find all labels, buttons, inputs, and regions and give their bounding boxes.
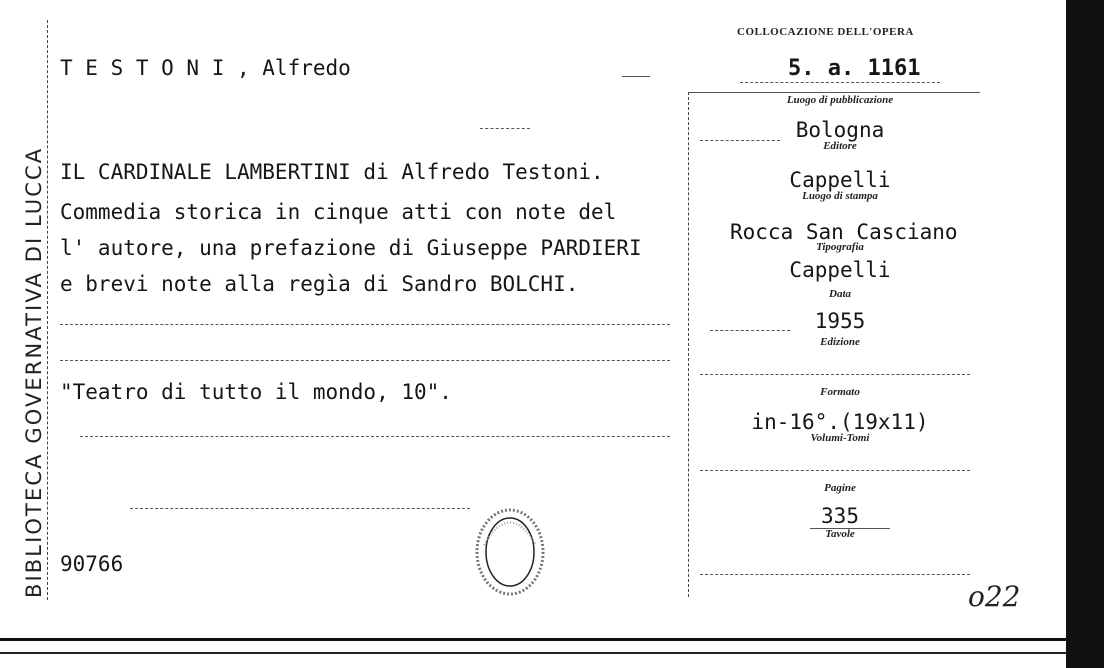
- printer-value: Cappelli: [789, 258, 891, 282]
- print-place-value: Rocca San Casciano: [730, 220, 958, 244]
- printer-label: Tipografia: [816, 241, 864, 253]
- print-place-label: Luogo di stampa: [802, 190, 878, 202]
- field-rule: [700, 140, 780, 141]
- title-line-4: e brevi note alla regìa di Sandro BOLCHI.: [60, 272, 579, 296]
- edition-label: Edizione: [820, 336, 860, 348]
- punch-hole: [470, 505, 550, 600]
- publisher-label: Editore: [823, 140, 857, 152]
- publisher-value: Cappelli: [789, 168, 891, 192]
- column-top-rule: [688, 92, 980, 93]
- title-line-3: l' autore, una prefazione di Giuseppe PARDIERI: [60, 236, 642, 260]
- field-rule: [710, 330, 790, 331]
- column-divider: [688, 92, 689, 597]
- inventory-number: 90766: [60, 552, 124, 576]
- shelfmark-rule: [740, 82, 940, 83]
- format-label: Formato: [820, 386, 860, 398]
- field-rule: [700, 470, 970, 471]
- scan-edge: [1066, 0, 1104, 668]
- pages-label: Pagine: [824, 482, 856, 494]
- handwritten-mark: o22: [968, 580, 1021, 613]
- field-rule: [700, 374, 970, 375]
- place-label: Luogo di pubblicazione: [786, 94, 894, 106]
- title-line-2: Commedia storica in cinque atti con note del: [60, 200, 617, 224]
- field-rule: [700, 574, 970, 575]
- blank-rule: [60, 360, 670, 361]
- volumes-label: Volumi-Tomi: [810, 432, 870, 444]
- date-label: Data: [829, 288, 851, 300]
- card-bottom-edge: [0, 652, 1066, 654]
- author-heading: T E S T O N I , Alfredo: [60, 56, 351, 80]
- blank-rule: [80, 436, 670, 437]
- format-value: in-16°.(19x11): [751, 410, 929, 434]
- blank-rule: [130, 508, 470, 509]
- library-stamp: BIBLIOTECA GOVERNATIVA DI LUCCA: [22, 146, 46, 598]
- card-bottom-edge: [0, 638, 1066, 641]
- plates-label: Tavole: [825, 528, 855, 540]
- shelfmark: 5. a. 1161: [788, 56, 921, 81]
- place-value: Bologna: [795, 118, 885, 142]
- date-value: 1955: [814, 309, 866, 333]
- author-rule: [622, 76, 650, 77]
- blank-rule: [60, 324, 670, 325]
- pages-value: 335: [821, 504, 859, 528]
- series-note: "Teatro di tutto il mondo, 10".: [60, 380, 452, 404]
- title-line-1: IL CARDINALE LAMBERTINI di Alfredo Testoni.: [60, 160, 604, 184]
- location-header: COLLOCAZIONE DELL'OPERA: [737, 26, 914, 38]
- left-margin-line: [47, 20, 48, 600]
- blank-rule: [480, 128, 530, 129]
